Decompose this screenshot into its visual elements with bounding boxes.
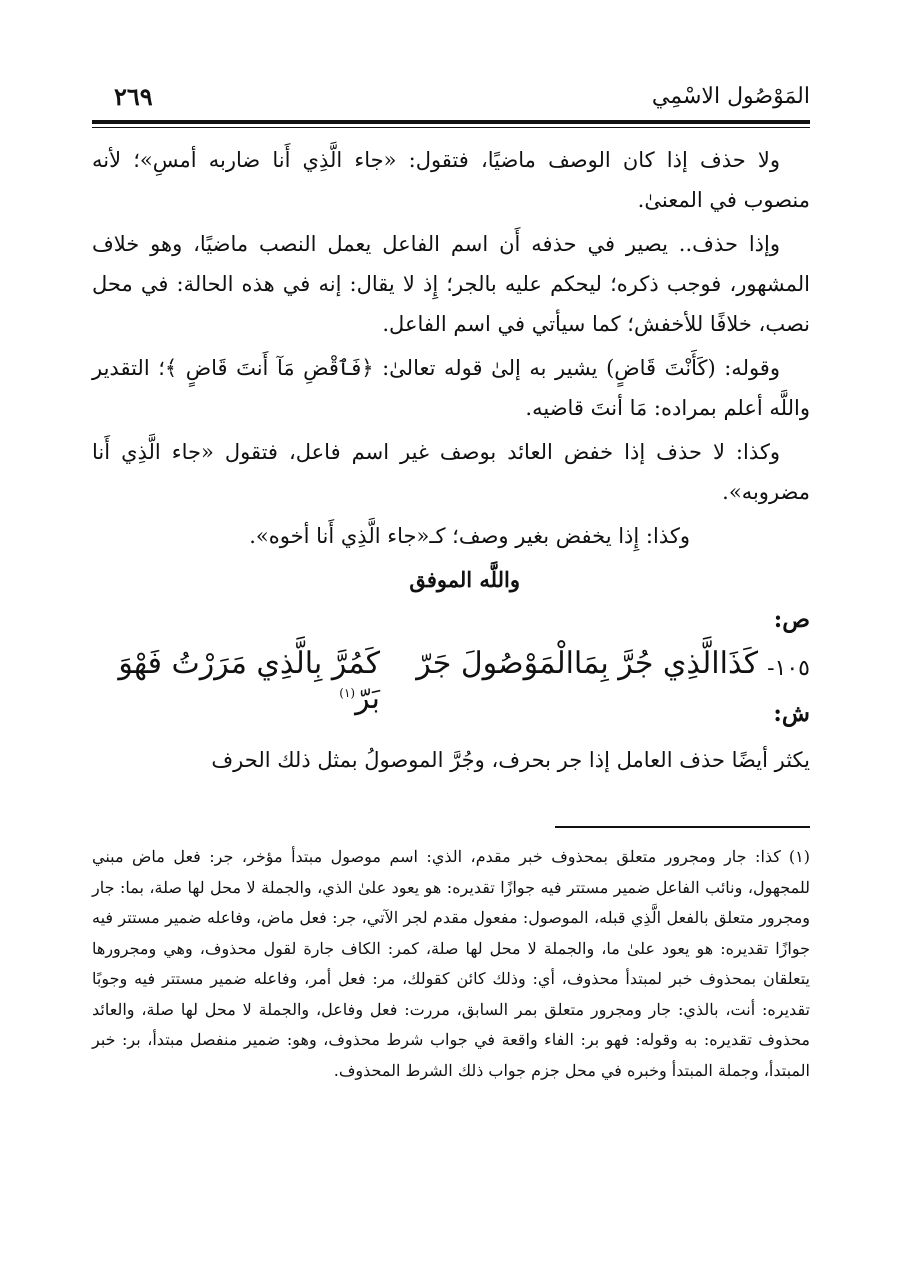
footnote-reference: (١): [339, 686, 356, 700]
main-text: [92, 140, 810, 604]
paragraph: ولا حذف إذا كان الوصف ماضيًا، فتقول: «جاء الَّذِي أَنا ضاربه أمسِ»؛ لأنه منصوب في المعنىٰ.: [92, 148, 810, 212]
verse-second-hemistich: [92, 646, 380, 716]
header-rule-thick: [92, 120, 810, 124]
shin-label: ش:: [773, 700, 810, 727]
footnote-text: كذا: جار ومجرور متعلق بمحذوف خبر مقدم، الذي: اسم موصول مبتدأ مؤخر، جر: فعل ماض مبني للمجهول، ونائب الفاعل ضمير مستتر فيه جوازًا تقديره: هو يعود علىٰ الذي، والجملة لا محل لها صلة، بما: جار ومجرور متعلق بالفعل الَّذِي قبله، الموصول: مفعول مقدم لجر الآتي، جر: فعل ماض، وفاعله ضمير مستتر فيه جوازًا تقديره: هو يعود علىٰ ما، والجملة لا محل لها صلة، كمر: الكاف جارة لقول محذوف، وهي ومجرورها يتعلقان بمحذوف خبر لمبتدأ محذوف، أي: وذلك كائن كقولك، مر: فعل أمر، وفاعله ضمير مستتر فيه وجوبًا تقديره: أنت، بالذي: جار ومجرور متعلق بمر السابق، مررت: فعل وفاعل، والجملة لا محل لها صلة، والعائد محذوف تقديره: به وقوله: فهو بر: الفاء واقعة في جواب شرط محذوف، وهو: ضمير منفصل مبتدأ، بر: خبر المبتدأ، وجملة المبتدأ وخبره في محل جزم جواب ذلك الشرط المحذوف.: [92, 847, 811, 1080]
verse-number: ١٠٥-: [767, 656, 810, 681]
sad-label: ص:: [773, 606, 810, 633]
closing-phrase: واللَّه الموفق: [409, 567, 520, 592]
header-rule-thin: [92, 127, 810, 128]
running-title: المَوْصُول الاسْمِي: [651, 84, 810, 109]
page-header: [92, 80, 810, 116]
paragraph: وإذا حذف.. يصير في حذفه أَن اسم الفاعل يعمل النصب ماضيًا، وهو خلاف المشهور، فوجب ذكره؛ ليحكم عليه بالجر؛ إِذ لا يقال: إنه في هذه الحالة: في محل نصب، خلافًا للأخفش؛ كما سيأتي في اسم الفاعل.: [92, 232, 810, 336]
page-number: ٢٦٩: [114, 82, 153, 111]
verse-second-text: كَمُرَّ بِالَّذِي مَرَرْتُ فَهْوَ بَرّ: [118, 646, 380, 716]
footnote-marker: (١): [788, 847, 810, 866]
paragraph: وكذا: إِذا يخفض بغير وصف؛ كـ«جاء الَّذِي أَنا أخوه».: [249, 524, 690, 548]
commentary-line: يكثر أيضًا حذف العامل إذا جر بحرف، وجُرَّ الموصولُ بمثل ذلك الحرف: [211, 748, 810, 772]
paragraph: وقوله: (كَأَنْتَ قَاضٍ) يشير به إلىٰ قوله تعالىٰ: ﴿فَٱقْضِ مَآ أَنتَ قَاضٍ ﴾؛ التقدير واللَّه أعلم بمراده: مَا أنتَ قاضيه.: [92, 356, 810, 420]
verse-line: [92, 640, 810, 716]
footnote: [92, 842, 810, 1086]
paragraph: وكذا: لا حذف إذا خفض العائد بوصف غير اسم فاعل، فتقول «جاء الَّذِي أَنا مضروبه».: [92, 440, 810, 504]
footnote-separator: [555, 826, 810, 828]
verse-first-hemistich: كَذَاالَّذِي جُرَّ بِمَاالْمَوْصُولَ جَرّ: [416, 646, 758, 681]
